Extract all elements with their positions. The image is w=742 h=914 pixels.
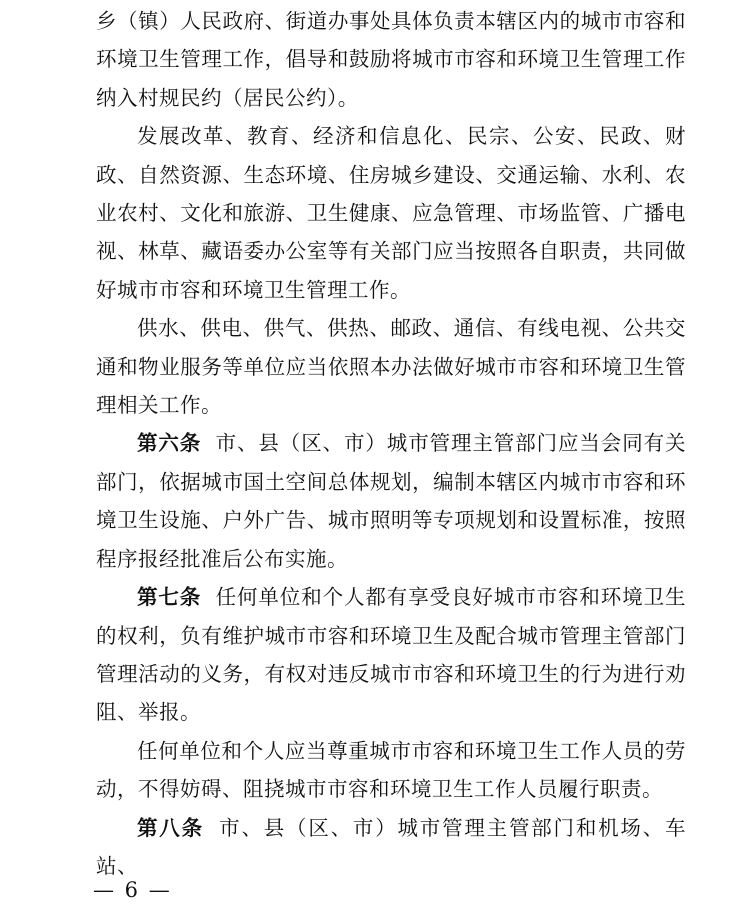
page-number: — 6 — [93, 878, 172, 902]
article-label: 第七条 [137, 585, 202, 610]
paragraph-township-duties [96, 2, 686, 117]
paragraph-text: 任何单位和个人都有享受良好城市市容和环境卫生的权利，负有维护城市市容和环境卫生及配合城市管理主管部门管理活动的义务，有权对违反城市市容和环境卫生的行为进行劝阻、举报。 [96, 585, 687, 725]
paragraph-departments [96, 117, 686, 309]
paragraph-text: 供水、供电、供气、供热、邮政、通信、有线电视、公共交通和物业服务等单位应当依照本办法做好城市市容和环境卫生管理相关工作。 [96, 316, 686, 418]
paragraph-text: 任何单位和个人应当尊重城市市容和环境卫生工作人员的劳动，不得妨碍、阻挠城市市容和环境卫生工作人员履行职责。 [96, 738, 686, 802]
paragraph-text: 乡（镇）人民政府、街道办事处具体负责本辖区内的城市市容和环境卫生管理工作，倡导和鼓励将城市市容和环境卫生管理工作纳入村规民约（居民公约）。 [96, 9, 686, 110]
article-6 [96, 424, 686, 578]
article-7 [96, 578, 686, 732]
paragraph-text: 发展改革、教育、经济和信息化、民宗、公安、民政、财政、自然资源、生态环境、住房城乡建设、交通运输、水利、农业农村、文化和旅游、卫生健康、应急管理、市场监管、广播电视、林草、藏语委办公室等有关部门应当按照各自职责，共同做好城市市容和环境卫生管理工作。 [96, 124, 686, 302]
article-8 [96, 809, 686, 886]
article-label: 第八条 [137, 815, 204, 840]
paragraph-text: 市、县（区、市）城市管理主管部门应当会同有关部门，依据城市国土空间总体规划，编制本辖区内城市市容和环境卫生设施、户外广告、城市照明等专项规划和设置标准，按照程序报经批准后公布实施。 [96, 431, 687, 571]
article-label: 第六条 [137, 431, 202, 456]
paragraph-text: 市、县（区、市）城市管理主管部门和机场、车站、 [96, 815, 686, 878]
paragraph-utilities [96, 309, 686, 424]
paragraph-respect-workers [96, 732, 686, 809]
document-body [96, 2, 686, 885]
